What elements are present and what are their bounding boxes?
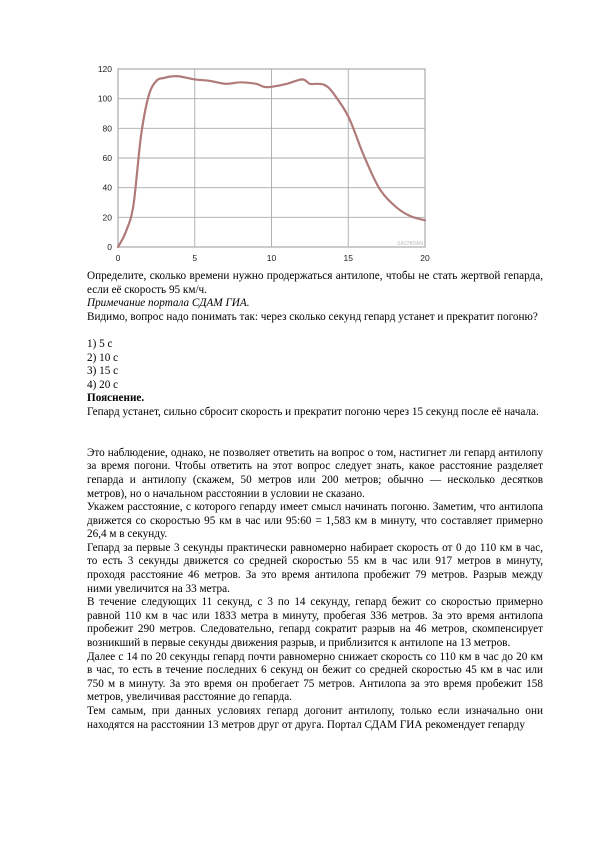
chart-grid: [118, 69, 425, 247]
y-tick-label: 20: [102, 212, 112, 223]
option-2: 2) 10 с: [87, 351, 119, 364]
y-tick-label: 120: [97, 64, 112, 74]
explanation-p7: Далее с 14 по 20 секунды гепард почти равномерно снижает скорость со 110 км в час до 20 км в час, то есть в течение последних 6 секунд он бежит со средней скоростью 45 км в час или 750 м в минуту. За это время он пробегает 75 метров. Антилопа за это время пробежит 158 метров, увеличивая расстояние до гепарда.: [87, 650, 543, 704]
y-tick-label: 0: [107, 242, 112, 252]
x-tick-label: 5: [192, 253, 198, 263]
option-1: 1) 5 с: [87, 337, 113, 350]
speed-chart: [85, 56, 440, 268]
explanation-p4: Укажем расстояние, с которого гепарду имеет смысл начинать погоню. Заметим, что антилопа движется со скоростью 95 км в час или 95:60 = 1,583 км в минуту, что составляет примерно 26,4 м в секунду.: [87, 501, 543, 541]
note-text: Видимо, вопрос надо понимать так: через сколько секунд гепард устанет и прекратит погоню?: [87, 310, 538, 323]
spacer: [87, 420, 543, 434]
y-tick-label: 80: [102, 123, 112, 134]
option-4: 4) 20 с: [87, 378, 119, 391]
document-body: [87, 270, 543, 732]
explanation-p6: В течение следующих 11 секунд, с 3 по 14 секунду, гепард бежит со скоростью примерно равной 110 км в час или 1833 метра в минуту, пробегая 336 метров. За это время антилопа пробежит 290 метров. Следовательно, гепард сократит разрыв на 46 метров, скомпенсирует возникший в первые секунды движения разрыв, и приблизится к антилопе на 13 метров.: [87, 596, 543, 650]
y-tick-label: 40: [102, 182, 112, 193]
speed-chart-svg: [85, 56, 440, 268]
question-text: Определите, сколько времени нужно продержаться антилопе, чтобы не стать жертвой гепарда, если её скорость 95 км/ч.: [87, 270, 543, 296]
y-tick-label: 60: [102, 153, 112, 163]
explanation-title: Пояснение.: [87, 392, 145, 405]
spacer: [87, 324, 543, 338]
x-tick-label: 15: [343, 253, 353, 263]
chart-watermark: SACHIDAN: [397, 241, 423, 247]
note-title: Примечание портала СДАМ ГИА.: [87, 297, 250, 310]
chart-ticks: [98, 64, 430, 263]
explanation-p8: Тем самым, при данных условиях гепард догонит антилопу, только если изначально они находятся на расстоянии 13 метров друг от друга. Портал СДАМ ГИА рекомендует гепарду: [87, 705, 543, 731]
y-tick-label: 100: [97, 93, 112, 104]
x-tick-label: 10: [266, 253, 277, 263]
explanation-p1: Гепард устанет, сильно сбросит скорость и прекратит погоню через 15 секунд после её начала.: [87, 405, 539, 418]
spacer: [87, 433, 543, 447]
x-tick-label: 0: [115, 253, 121, 263]
option-3: 3) 15 с: [87, 365, 119, 378]
explanation-p5: Гепард за первые 3 секунды практически равномерно набирает скорость от 0 до 110 км в час, то есть 3 секунды движется со средней скоростью 55 км в час или 917 метров в минуту, проходя расстояние 46 метров. За это время антилопа пробежит 79 метров. Разрыв между ними увеличится на 33 метра.: [87, 541, 543, 595]
x-tick-label: 20: [420, 253, 430, 263]
explanation-p3: Это наблюдение, однако, не позволяет ответить на вопрос о том, настигнет ли гепард антилопу за время погони. Чтобы ответить на этот вопрос следует знать, какое расстояние разделяет гепарда и антилопу (скажем, 50 метров или 200 метров; обычно — несколько десятков метров), но о начальном расстоянии в условии не сказано.: [87, 446, 543, 500]
